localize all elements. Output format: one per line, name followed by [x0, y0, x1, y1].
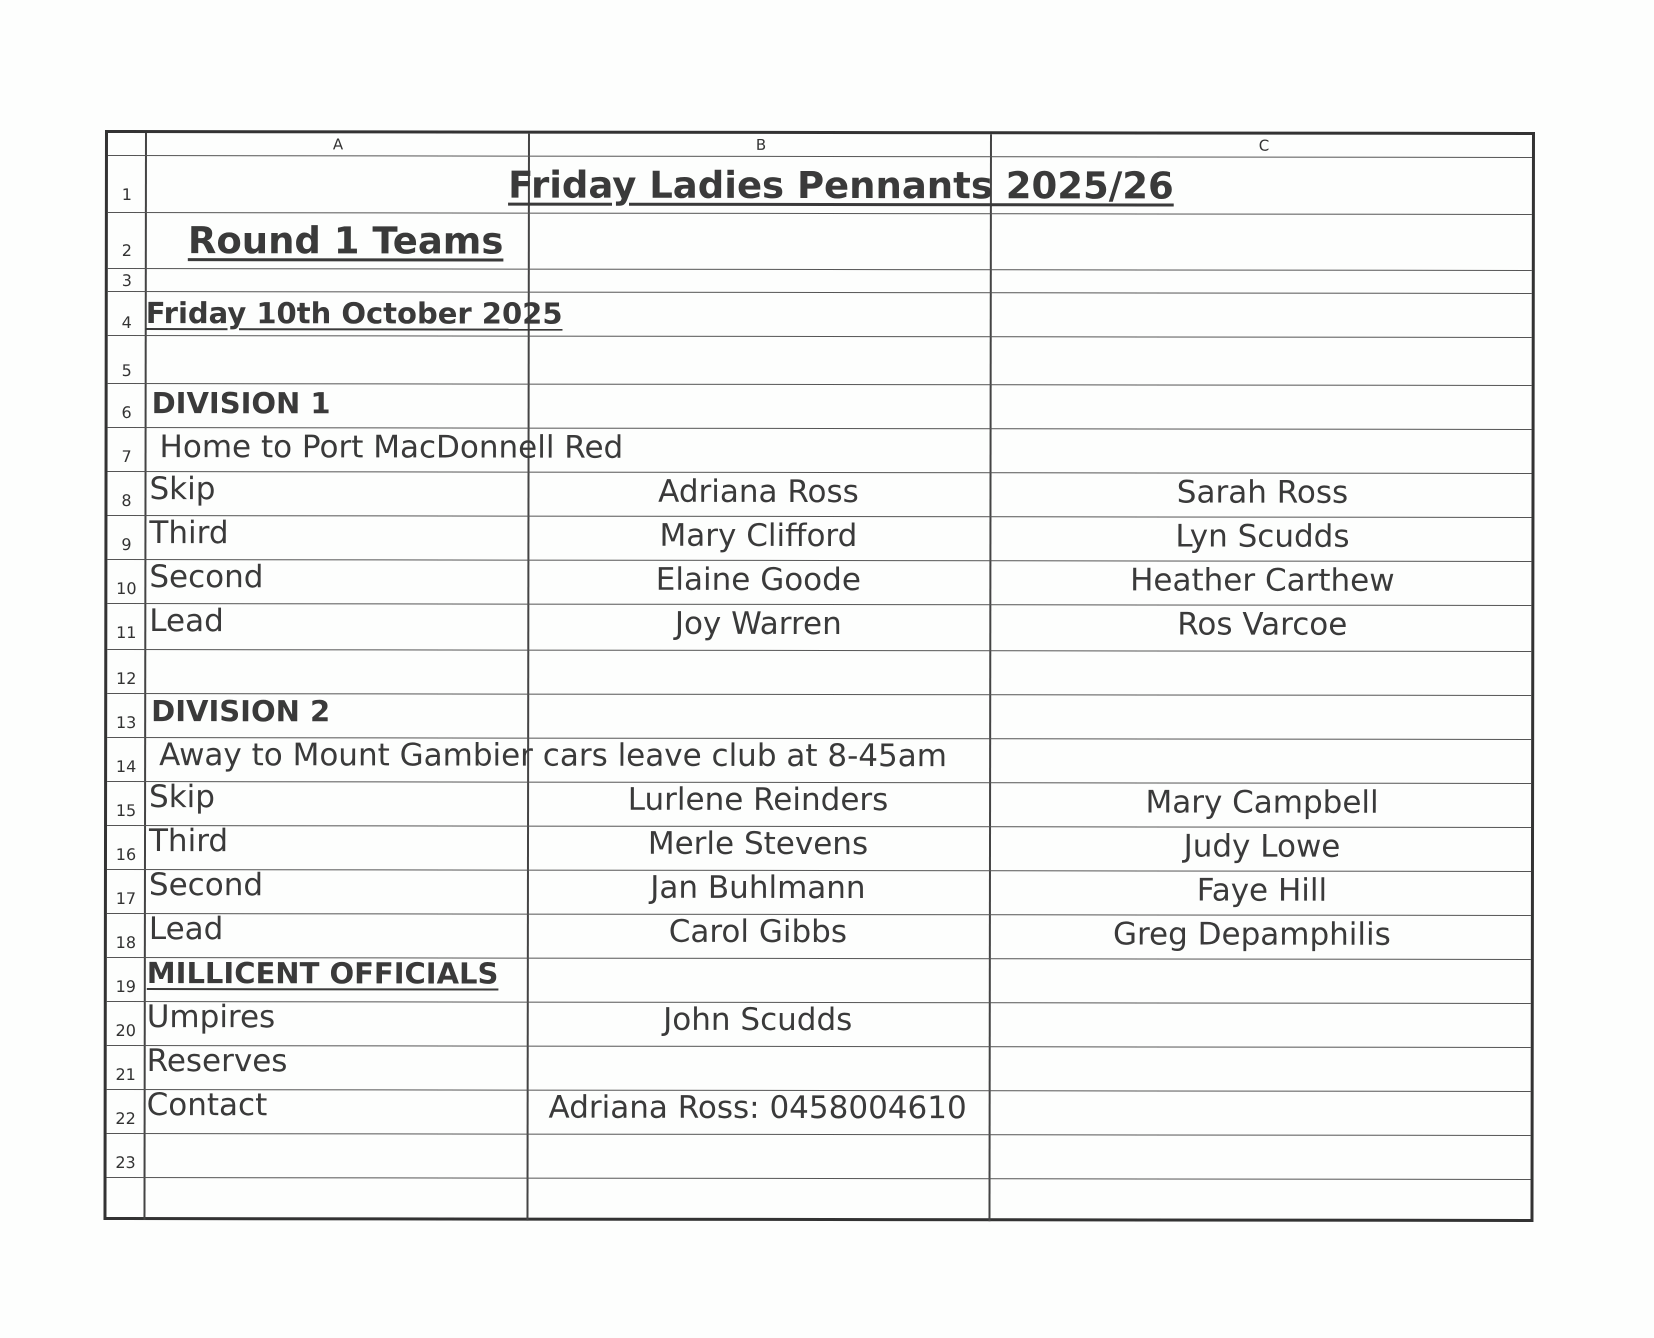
- row-number: 13: [115, 713, 137, 733]
- column-header-a: A: [332, 135, 344, 154]
- row-number: 12: [116, 669, 137, 689]
- row-number: 7: [121, 447, 132, 467]
- division2-position: Third: [148, 823, 229, 860]
- match-date: Friday 10th October 2025: [145, 296, 563, 331]
- division1-heading: DIVISION 1: [151, 386, 331, 421]
- gridline: [107, 649, 1531, 652]
- division1-team-b-player: Adriana Ross: [658, 473, 859, 511]
- row-number: 6: [121, 403, 132, 423]
- division2-team-b-player: Carol Gibbs: [668, 913, 848, 951]
- row-number: 21: [115, 1065, 136, 1085]
- officials-heading: MILLICENT OFFICIALS: [146, 956, 499, 991]
- row-number: 5: [121, 361, 132, 381]
- gridline: [108, 212, 1532, 215]
- division1-position: Second: [149, 559, 264, 596]
- division2-team-b-player: Jan Buhlmann: [650, 869, 866, 907]
- division2-venue: Away to Mount Gambier cars leave club at 8-45am: [159, 737, 947, 775]
- division2-position: Skip: [149, 779, 216, 816]
- division1-venue: Home to Port MacDonnell Red: [159, 429, 624, 466]
- row-number: 23: [115, 1153, 136, 1173]
- division2-team-c-player: Mary Campbell: [1145, 784, 1379, 821]
- division1-position: Skip: [149, 471, 216, 508]
- contact-label: Contact: [146, 1087, 268, 1124]
- row-number: 18: [115, 933, 137, 953]
- division1-team-c-player: Ros Varcoe: [1177, 606, 1348, 643]
- row-number: 8: [121, 491, 132, 511]
- division1-team-c-player: Lyn Scudds: [1175, 518, 1350, 555]
- division2-team-c-player: Judy Lowe: [1183, 828, 1341, 865]
- gridline: [107, 1045, 1531, 1048]
- gridline: [108, 335, 1532, 338]
- division1-position: Lead: [149, 603, 224, 640]
- row-number: 20: [115, 1021, 136, 1041]
- reserves-label: Reserves: [146, 1043, 288, 1080]
- row-number: 3: [121, 271, 132, 291]
- division1-team-b-player: Joy Warren: [674, 605, 842, 643]
- division1-position: Third: [149, 515, 229, 552]
- division1-team-b-player: Mary Clifford: [659, 517, 858, 555]
- row-number: 10: [116, 579, 137, 599]
- division2-team-b-player: Merle Stevens: [647, 825, 869, 863]
- row-number: 19: [115, 977, 136, 997]
- row-number: 17: [115, 889, 137, 909]
- spreadsheet-grid: [103, 130, 1535, 1222]
- gridline: [107, 1177, 1531, 1180]
- row-number: 11: [116, 623, 137, 643]
- row-number: 16: [115, 845, 137, 865]
- division2-team-c-player: Greg Depamphilis: [1112, 916, 1391, 953]
- division1-team-c-player: Sarah Ross: [1176, 474, 1349, 511]
- sheet-title: Friday Ladies Pennants 2025/26: [508, 163, 1174, 208]
- division2-position: Second: [148, 867, 264, 904]
- row-number: 9: [121, 535, 132, 555]
- umpires-value: John Scudds: [663, 1001, 853, 1039]
- row-number: 2: [121, 241, 132, 261]
- division2-heading: DIVISION 2: [151, 694, 331, 729]
- umpires-label: Umpires: [146, 999, 276, 1036]
- contact-value: Adriana Ross: 0458004610: [548, 1089, 967, 1127]
- row-number: 22: [115, 1109, 136, 1129]
- gridline: [107, 1133, 1531, 1136]
- column-b-divider: [988, 134, 992, 1221]
- division2-team-b-player: Lurlene Reinders: [627, 781, 889, 819]
- row-number: 4: [121, 313, 132, 333]
- division2-position: Lead: [148, 911, 224, 948]
- division2-team-c-player: Faye Hill: [1196, 872, 1328, 909]
- row-number: 15: [115, 801, 137, 821]
- division1-team-b-player: Elaine Goode: [655, 561, 861, 599]
- row-number: 1: [121, 185, 133, 205]
- gridline: [108, 268, 1532, 271]
- column-header-c: C: [1258, 136, 1270, 155]
- row-number: 14: [115, 757, 137, 777]
- column-header-b: B: [755, 135, 767, 154]
- round-subtitle: Round 1 Teams: [187, 219, 504, 263]
- division1-team-c-player: Heather Carthew: [1130, 562, 1395, 599]
